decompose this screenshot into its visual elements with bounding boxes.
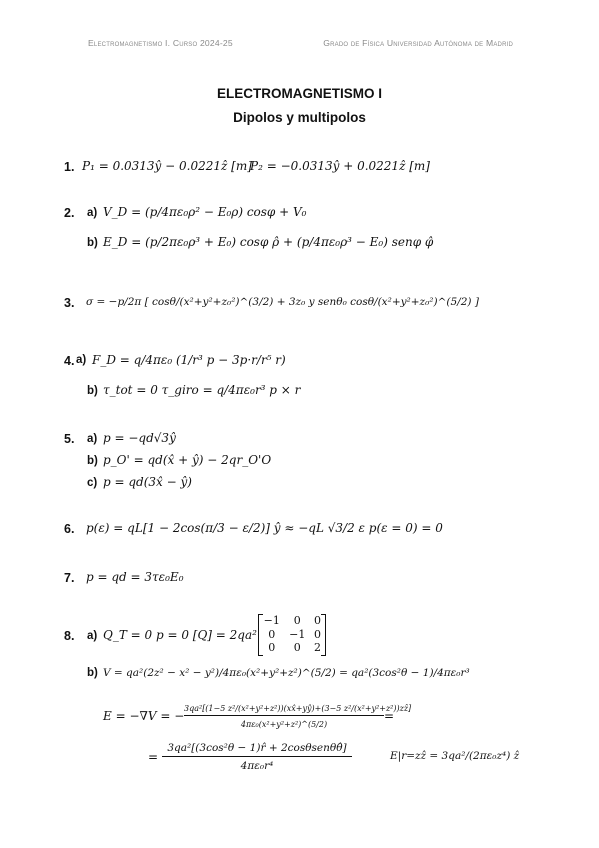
item-4b-label: b) (87, 385, 98, 397)
field-numerator: 3qa²[(1−5 z²/(x²+y²+z²))(xx̂+yŷ)+(3−5 z²/(x²+y²+z²))zẑ] (184, 704, 384, 716)
item-6-formula: p(ε) = qL[1 − 2cos(π/3 − ε/2)] ŷ ≈ −qL √3/2 ε p(ε = 0) = 0 (86, 521, 443, 535)
item-7-formula: p = qd = 3τε₀E₀ (86, 570, 184, 584)
result-denominator: 4πε₀r⁴ (240, 760, 274, 772)
equals-sign-2: = (148, 750, 159, 764)
item-4b-formula: τ_tot = 0 τ_giro = q/4πε₀r³ p × r (103, 383, 301, 397)
matrix-cell: −1 (289, 627, 306, 641)
item-number-1: 1. (64, 160, 75, 174)
item-4a-label: a) (76, 354, 87, 366)
result-numerator: 3qa²[(3cos²θ − 1)r̂ + 2cosθsenθθ̂] (162, 742, 352, 757)
item-1-p2: P₂ = −0.0313ŷ + 0.0221ẑ [m] (250, 159, 430, 173)
item-5c-formula: p = qd(3x̂ − ŷ) (103, 475, 192, 489)
field-denominator: 4πε₀(x²+y²+z²)^(5/2) (240, 720, 328, 729)
item-number-8: 8. (64, 629, 75, 643)
matrix-cell: 2 (314, 641, 322, 654)
item-number-3: 3. (64, 296, 75, 310)
item-2b-formula: E_D = (p/2πε₀ρ³ + E₀) cosφ ρ̂ + (p/4πε₀ρ³ − E₀) senφ φ̂ (103, 235, 434, 249)
item-8a-label: a) (87, 630, 98, 642)
item-2a-label: a) (87, 207, 98, 219)
matrix-cell: 0 (268, 641, 276, 654)
equals-sign: = (384, 709, 395, 723)
axis-field-formula: E|r=zẑ = 3qa²/(2πε₀z⁴) ẑ (390, 750, 520, 762)
matrix-cell: −1 (263, 614, 280, 627)
matrix-cell: 0 (314, 614, 322, 627)
page-subtitle: Dipolos y multipolos (233, 110, 366, 125)
matrix-cell: 0 (314, 627, 322, 641)
item-3-formula: σ = −p/2π [ cosθ/(x²+y²+z₀²)^(3/2) + 3z₀ y senθ₀ cosθ/(x²+y²+z₀²)^(5/2) ] (86, 296, 479, 308)
quadrupole-matrix (258, 614, 326, 656)
item-number-4: 4. (64, 354, 75, 368)
header-university: Grado de Física Universidad Autónoma de Madrid (323, 38, 513, 48)
item-number-7: 7. (64, 571, 75, 585)
page-title: ELECTROMAGNETISMO I (217, 86, 382, 101)
item-8b-label: b) (87, 667, 98, 679)
item-5a-label: a) (87, 433, 98, 445)
header-course: Electromagnetismo I. Curso 2024-25 (88, 38, 233, 48)
item-8b-formula: V = qa²(2z² − x² − y²)/4πε₀(x²+y²+z²)^(5/2) = qa²(3cos²θ − 1)/4πε₀r³ (103, 667, 470, 679)
item-5b-label: b) (87, 455, 98, 467)
item-4a-formula: F_D = q/4πε₀ (1/r³ p − 3p·r/r⁵ r) (92, 353, 286, 367)
item-5b-formula: p_O' = qd(x̂ + ŷ) − 2qr_O'O (103, 453, 272, 467)
item-number-6: 6. (64, 522, 75, 536)
matrix-cell: 0 (293, 641, 301, 654)
item-2b-label: b) (87, 237, 98, 249)
item-5c-label: c) (87, 477, 98, 489)
field-gradient-lhs: E = −∇V = − (103, 709, 185, 723)
item-number-5: 5. (64, 432, 75, 446)
matrix-cell: 0 (268, 627, 276, 641)
item-8a-formula: Q_T = 0 p = 0 [Q] = 2qa² (103, 628, 257, 642)
item-number-2: 2. (64, 206, 75, 220)
item-5a-formula: p = −qd√3ŷ (103, 431, 176, 445)
item-2a-formula: V_D = (p/4πε₀ρ² − E₀ρ) cosφ + V₀ (103, 205, 307, 219)
item-1-p1: P₁ = 0.0313ŷ − 0.0221ẑ [m] (82, 159, 252, 173)
matrix-cell: 0 (293, 614, 301, 627)
